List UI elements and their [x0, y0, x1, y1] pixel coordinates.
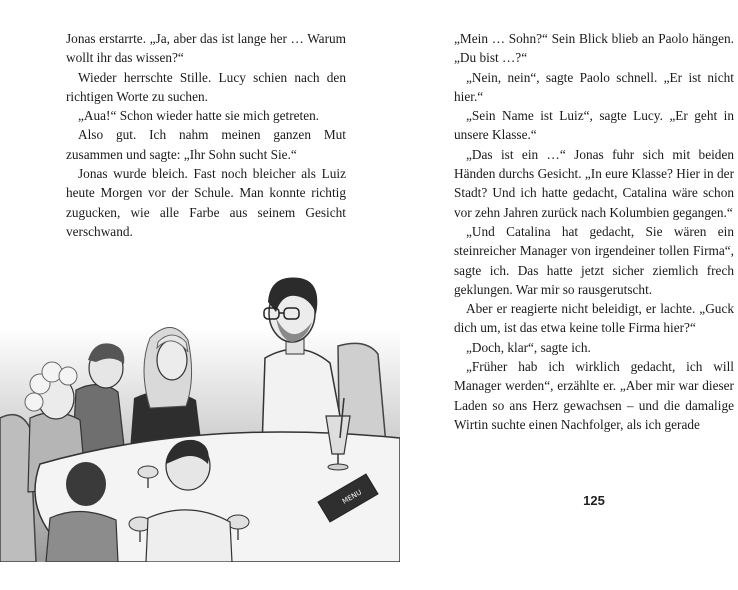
paragraph: „Früher hab ich wirklich gedacht, ich will Manager werden“, erzählte er. „Aber mir war dieser Laden so ans Herz gewachsen – und die damalige Wirtin suchte einen Nachfolger, als ich gerade [454, 359, 734, 432]
menu-card-label: MENU [341, 488, 364, 506]
paragraph: „Mein … Sohn?“ Sein Blick blieb an Paolo hängen. „Du bist …?“ [454, 31, 734, 66]
paragraph: Wieder herrschte Stille. Lucy schien nach den richtigen Worte zu suchen. [66, 69, 346, 104]
paragraph: „Und Catalina hat gedacht, Sie wären ein steinreicher Manager von irgendeiner tollen Firma“, sagte ich. Das hatte jetzt sicher ziemlich frech geklungen. War mir so rausgerutscht. [454, 223, 734, 297]
paragraph: Aber er reagierte nicht beleidigt, er lachte. „Guck dich um, ist das etwa keine tolle Firma hier?“ [454, 301, 734, 336]
cafe-illustration [0, 268, 400, 562]
paragraph: „Das ist ein …“ Jonas fuhr sich mit beiden Händen durchs Gesicht. „In eure Klasse? Hier in der Stadt? Und ich hatte gedacht, Catalina wäre schon vor zehn Jahren zurück nach Kolumbien gegangen.“ [454, 146, 734, 220]
right-text-column [454, 29, 734, 434]
page-number: 125 [583, 493, 605, 508]
paragraph: „Doch, klar“, sagte ich. [466, 339, 591, 355]
paragraph: Jonas erstarrte. „Ja, aber das ist lange her … Warum wollt ihr das wissen?“ [66, 31, 346, 66]
left-text-column [66, 29, 346, 241]
paragraph: „Nein, nein“, sagte Paolo schnell. „Er ist nicht hier.“ [454, 69, 734, 104]
paragraph: „Sein Name ist Luiz“, sagte Lucy. „Er geht in unsere Klasse.“ [454, 108, 734, 143]
paragraph: Also gut. Ich nahm meinen ganzen Mut zusammen und sagte: „Ihr Sohn sucht Sie.“ [66, 127, 346, 162]
paragraph: „Aua!“ Schon wieder hatte sie mich getreten. [78, 108, 320, 124]
paragraph: Jonas wurde bleich. Fast noch bleicher als Luiz heute Morgen vor der Schule. Man konnte richtig zugucken, wie alle Farbe aus seinem Gesicht verschwand. [66, 166, 346, 239]
